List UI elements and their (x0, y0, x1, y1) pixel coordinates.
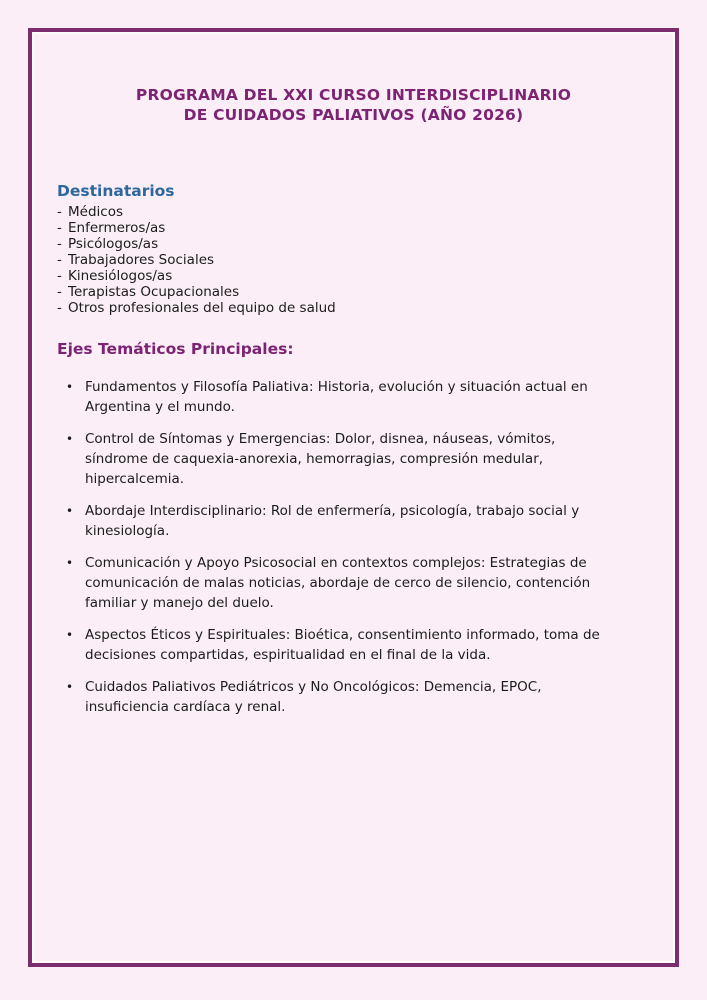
bullet-item (57, 377, 650, 417)
bullet-item-text: Aspectos Éticos y Espirituales: Bioética, consentimiento informado, toma de decisiones compartidas, espiritualidad en el final de la vida. (85, 627, 600, 663)
bullet-item-text: Cuidados Paliativos Pediátricos y No Oncológicos: Demencia, EPOC, insuficiencia cardíaca y renal. (85, 679, 542, 715)
list-item (57, 204, 650, 220)
list-item-text: Kinesiólogos/as (68, 268, 173, 284)
list-item-text: Enfermeros/as (68, 220, 166, 236)
bullet-marker: • (66, 680, 74, 694)
title-line-1: PROGRAMA DEL XXI CURSO INTERDISCIPLINARIO (135, 86, 572, 104)
bullet-item (57, 553, 650, 613)
list-item (57, 252, 650, 268)
page-border-frame (28, 28, 679, 967)
list-item-text: Psicólogos/as (68, 236, 159, 252)
bullet-marker: • (66, 556, 74, 570)
bullet-marker: • (66, 432, 74, 446)
list-item-text: Trabajadores Sociales (68, 252, 215, 268)
bullet-marker: • (66, 504, 74, 518)
list-item (57, 268, 650, 284)
document-title (57, 85, 650, 125)
dash-marker: - (57, 252, 62, 268)
bullet-item (57, 625, 650, 665)
dash-marker: - (57, 284, 62, 300)
list-item-text: Terapistas Ocupacionales (68, 284, 240, 300)
destinatarios-list (57, 204, 650, 316)
list-item-text: Otros profesionales del equipo de salud (68, 300, 336, 316)
bullet-marker: • (66, 380, 74, 394)
list-item (57, 284, 650, 300)
bullet-item-text: Comunicación y Apoyo Psicosocial en contextos complejos: Estrategias de comunicación de malas noticias, abordaje de cerco de silencio, contención familiar y manejo del duelo. (85, 555, 591, 611)
list-item-text: Médicos (68, 204, 123, 220)
bullet-marker: • (66, 628, 74, 642)
destinatarios-heading: Destinatarios (57, 182, 175, 200)
list-item (57, 236, 650, 252)
ejes-heading: Ejes Temáticos Principales: (57, 340, 294, 358)
dash-marker: - (57, 268, 62, 284)
dash-marker: - (57, 220, 62, 236)
dash-marker: - (57, 300, 62, 316)
bullet-item (57, 501, 650, 541)
bullet-item-text: Abordaje Interdisciplinario: Rol de enfermería, psicología, trabajo social y kinesiología. (85, 503, 580, 539)
list-item (57, 220, 650, 236)
bullet-item (57, 429, 650, 489)
bullet-item-text: Control de Síntomas y Emergencias: Dolor, disnea, náuseas, vómitos, síndrome de caquexia-anorexia, hemorragias, compresión medular, hipercalcemia. (85, 431, 556, 487)
ejes-list (57, 377, 650, 717)
dash-marker: - (57, 236, 62, 252)
title-line-2: DE CUIDADOS PALIATIVOS (AÑO 2026) (183, 106, 524, 124)
bullet-item (57, 677, 650, 717)
bullet-item-text: Fundamentos y Filosofía Paliativa: Historia, evolución y situación actual en Argentina y el mundo. (85, 379, 588, 415)
dash-marker: - (57, 204, 62, 220)
list-item (57, 300, 650, 316)
